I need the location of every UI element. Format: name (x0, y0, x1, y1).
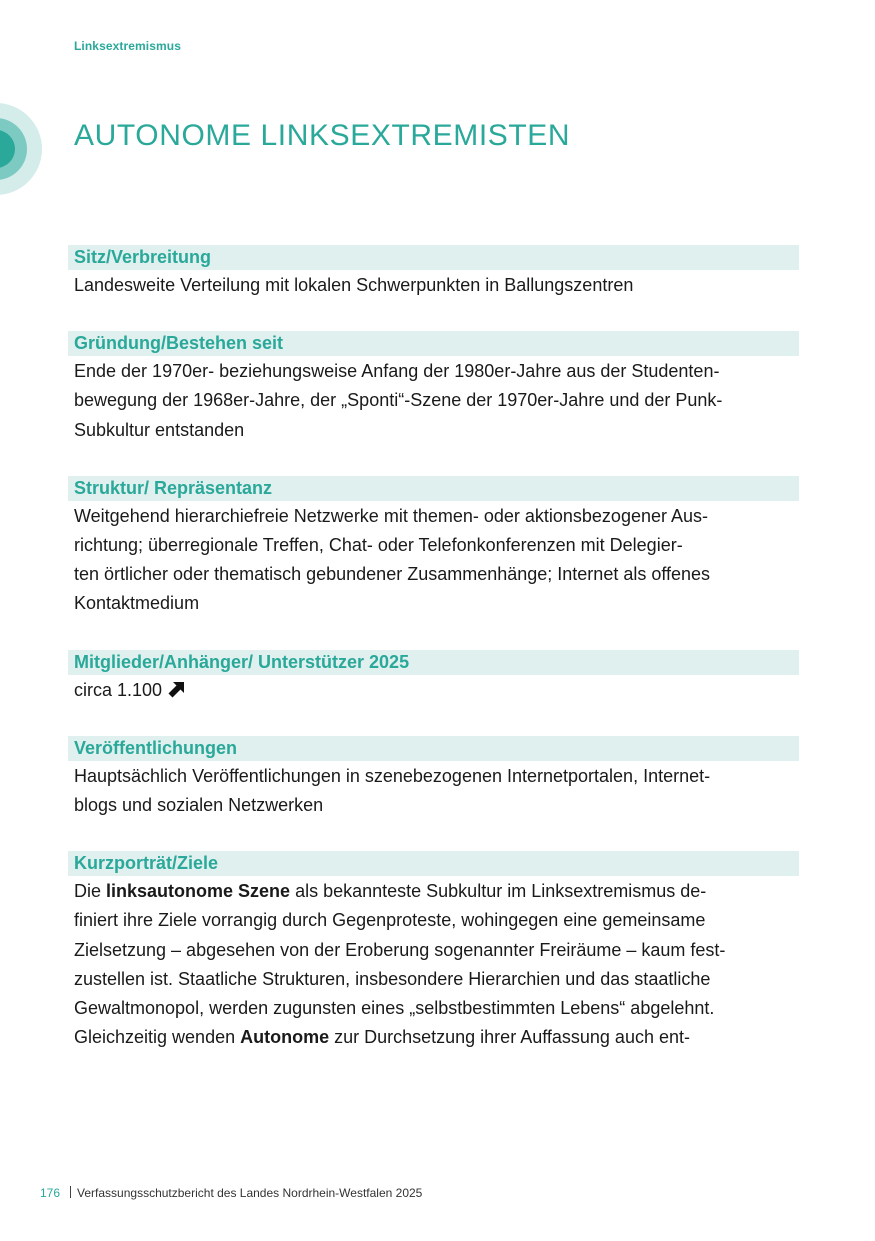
section-heading: Kurzporträt/Ziele (68, 851, 799, 876)
page-number: 176 (40, 1186, 61, 1200)
section-gruendung (68, 331, 799, 445)
bold-term: linksautonome Szene (106, 881, 291, 902)
text-line: Zielsetzung – abgesehen von der Eroberung sogenannter Freiräume – kaum fest- (74, 939, 726, 960)
text-line: bewegung der 1968er-Jahre, der „Sponti“-Szene der 1970er-Jahre und der Punk- (74, 390, 723, 411)
page-title: AUTONOME LINKSEXTREMISTEN (74, 119, 571, 152)
text-line: Kontaktmedium (74, 593, 200, 614)
section-struktur (68, 476, 799, 619)
bold-term: Autonome (240, 1027, 330, 1048)
text-line: Weitgehend hierarchiefreie Netzwerke mit themen- oder aktionsbezogener Aus- (74, 505, 708, 526)
section-heading: Sitz/Verbreitung (68, 245, 799, 270)
concentric-circles-decoration (0, 103, 42, 195)
footer-divider (70, 1186, 71, 1198)
section-text (68, 876, 799, 1052)
text-line: richtung; überregionale Treffen, Chat- oder Telefonkonferenzen mit Delegier- (74, 535, 683, 556)
section-text: Landesweite Verteilung mit lokalen Schwerpunkten in Ballungszentren (74, 275, 634, 295)
member-count: circa 1.100 (74, 679, 163, 700)
running-head: Linksextremismus (74, 39, 181, 53)
profile-sections (68, 245, 799, 1052)
text-line: Hauptsächlich Veröffentlichungen in szenebezogenen Internetportalen, Internet- (74, 765, 711, 786)
section-text (68, 501, 799, 619)
section-text (68, 675, 799, 705)
section-heading: Mitglieder/Anhänger/ Unterstützer 2025 (68, 650, 799, 675)
section-kurzportraet (68, 851, 799, 1052)
section-veroeffentlichungen (68, 736, 799, 820)
text-line: Subkultur entstanden (74, 419, 245, 440)
text-line: Gleichzeitig wenden Autonome zur Durchsetzung ihrer Auffassung auch ent- (74, 1027, 690, 1048)
text-line: finiert ihre Ziele vorrangig durch Gegenproteste, wohingegen eine gemeinsame (74, 910, 706, 931)
page-footer (40, 1186, 422, 1200)
publication-title: Verfassungsschutzbericht des Landes Nordrhein-Westfalen 2025 (77, 1186, 423, 1200)
section-heading: Gründung/Bestehen seit (68, 331, 799, 356)
text-line: zustellen ist. Staatliche Strukturen, insbesondere Hierarchien und das staatliche (74, 968, 711, 989)
text-line: blogs und sozialen Netzwerken (74, 795, 324, 816)
text-line: Gewaltmonopol, werden zugunsten eines „selbstbestimmten Lebens“ abgelehnt. (74, 998, 715, 1019)
section-mitglieder (68, 650, 799, 705)
section-text (68, 761, 799, 820)
text-line: Ende der 1970er- beziehungsweise Anfang der 1980er-Jahre aus der Studenten- (74, 361, 720, 382)
section-heading: Struktur/ Repräsentanz (68, 476, 799, 501)
section-heading: Veröffentlichungen (68, 736, 799, 761)
section-sitz-verbreitung (68, 245, 799, 300)
section-text (68, 356, 799, 445)
text-line: Die linksautonome Szene als bekannteste Subkultur im Linksextremismus de- (74, 881, 707, 902)
text-line: ten örtlicher oder thematisch gebundener Zusammenhänge; Internet als offenes (74, 564, 711, 585)
arrow-up-right-icon (168, 680, 186, 698)
